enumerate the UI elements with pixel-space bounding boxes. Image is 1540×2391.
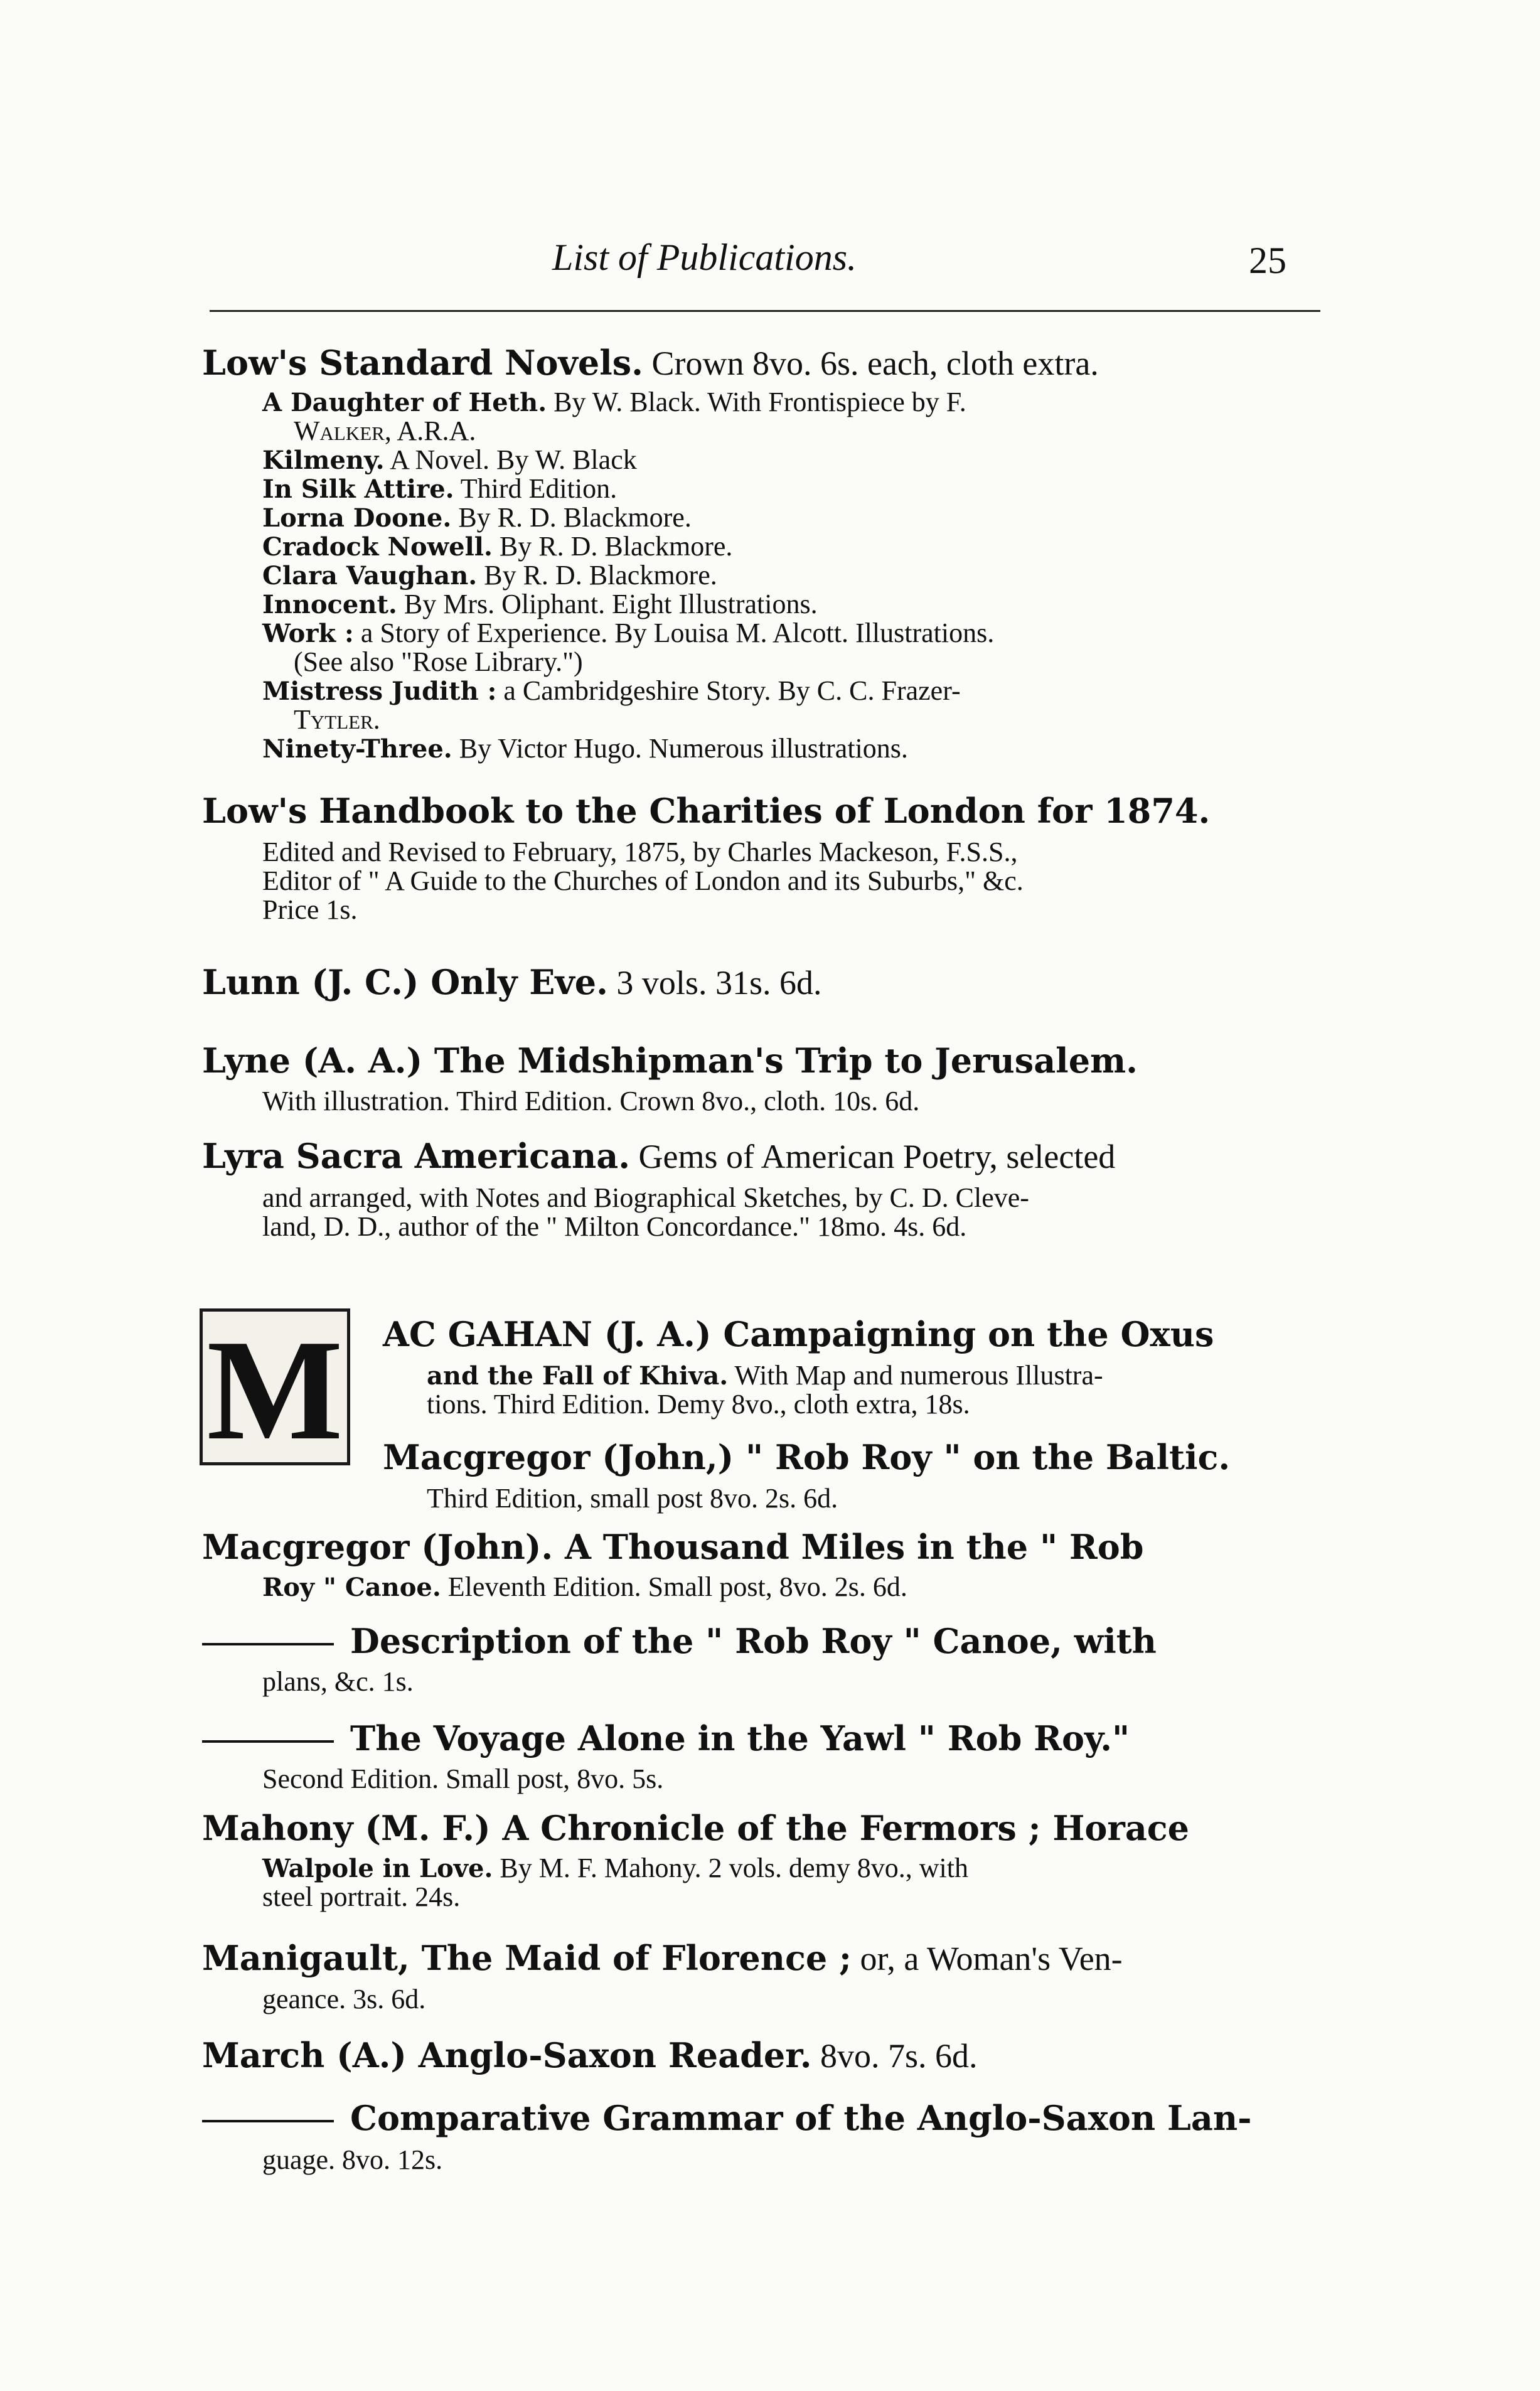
page-number: 25 [1249, 240, 1286, 281]
entry-line: Price 1s. [262, 894, 358, 925]
entry-heading-macgregor-baltic: Macgregor (John,) " Rob Roy " on the Baltic. [383, 1437, 1231, 1477]
entry-line: land, D. D., author of the " Milton Concordance." 18mo. 4s. 6d. [262, 1211, 967, 1242]
entry-heading-comparative-grammar: Comparative Grammar of the Anglo-Saxon Lan- [202, 2099, 1252, 2137]
entry-heading-description: Description of the " Rob Roy " Canoe, with [202, 1622, 1157, 1660]
list-item: Work : a Story of Experience. By Louisa M. Alcott. Illustrations. [262, 618, 995, 648]
entry-line: Editor of " A Guide to the Churches of London and its Suburbs," &c. [262, 865, 1024, 896]
entry-heading-lyra-sacra: Lyra Sacra Americana. Gems of American Poetry, selected [202, 1136, 1116, 1176]
list-item: Mistress Judith : a Cambridgeshire Story. By C. C. Frazer- [262, 675, 961, 706]
entry-line: With illustration. Third Edition. Crown 8vo., cloth. 10s. 6d. [262, 1086, 920, 1116]
list-item: Kilmeny. A Novel. By W. Black [262, 444, 637, 475]
entry-line: Roy " Canoe. Eleventh Edition. Small post, 8vo. 2s. 6d. [262, 1571, 907, 1602]
entry-line: plans, &c. 1s. [262, 1666, 414, 1697]
header-rule [210, 310, 1320, 312]
entry-line: Walpole in Love. By M. F. Mahony. 2 vols. demy 8vo., with [262, 1853, 968, 1883]
entry-heading-march: March (A.) Anglo-Saxon Reader. 8vo. 7s. 6d. [202, 2035, 978, 2075]
list-item: Clara Vaughan. By R. D. Blackmore. [262, 560, 717, 591]
decorative-initial-letter [200, 1308, 350, 1470]
entry-line: tions. Third Edition. Demy 8vo., cloth extra, 18s. [427, 1389, 970, 1420]
entry-line: Edited and Revised to February, 1875, by Charles Mackeson, F.S.S., [262, 837, 1018, 867]
list-item: In Silk Attire. Third Edition. [262, 473, 618, 504]
ditto-dash [202, 1643, 334, 1645]
list-item: A Daughter of Heth. By W. Black. With Frontispiece by F. [262, 387, 966, 417]
ditto-dash [202, 2120, 334, 2122]
entry-heading-macgregor-thousand-miles: Macgregor (John). A Thousand Miles in the " Rob [202, 1527, 1144, 1567]
entry-heading-voyage-alone: The Voyage Alone in the Yawl " Rob Roy." [202, 1720, 1130, 1757]
entry-heading-lows-handbook: Low's Handbook to the Charities of London for 1874. [202, 791, 1211, 831]
entry-line: geance. 3s. 6d. [262, 1984, 426, 2014]
entry-line: guage. 8vo. 12s. [262, 2144, 443, 2175]
entry-heading-lyne: Lyne (A. A.) The Midshipman's Trip to Jerusalem. [202, 1040, 1138, 1081]
entry-heading-manigault: Manigault, The Maid of Florence ; or, a Woman's Ven- [202, 1938, 1123, 1978]
list-item: Lorna Doone. By R. D. Blackmore. [262, 502, 692, 533]
entry-line: Second Edition. Small post, 8vo. 5s. [262, 1763, 664, 1794]
entry-heading-lunn: Lunn (J. C.) Only Eve. 3 vols. 31s. 6d. [202, 962, 822, 1002]
list-item: (See also "Rose Library.") [294, 646, 583, 677]
entry-heading-macgahan: AC GAHAN (J. A.) Campaigning on the Oxus [383, 1314, 1214, 1354]
initial-letter-glyph: M [206, 1310, 343, 1470]
entry-line: and arranged, with Notes and Biographical Sketches, by C. D. Cleve- [262, 1182, 1029, 1213]
page-title: List of Publications. [552, 237, 857, 278]
ditto-dash [202, 1740, 334, 1743]
entry-heading-mahony: Mahony (M. F.) A Chronicle of the Fermors ; Horace [202, 1808, 1190, 1848]
list-item: Tytler. [294, 704, 380, 735]
entry-heading-lows-standard-novels: Low's Standard Novels. Crown 8vo. 6s. each, cloth extra. [202, 343, 1099, 383]
entry-line: Third Edition, small post 8vo. 2s. 6d. [427, 1483, 838, 1514]
list-item: Innocent. By Mrs. Oliphant. Eight Illustrations. [262, 589, 818, 619]
entry-line: and the Fall of Khiva. With Map and numerous Illustra- [427, 1360, 1103, 1391]
list-item: Cradock Nowell. By R. D. Blackmore. [262, 531, 733, 562]
list-item: Ninety-Three. By Victor Hugo. Numerous illustrations. [262, 733, 908, 764]
list-item: Walker, A.R.A. [294, 415, 476, 446]
entry-line: steel portrait. 24s. [262, 1881, 461, 1912]
